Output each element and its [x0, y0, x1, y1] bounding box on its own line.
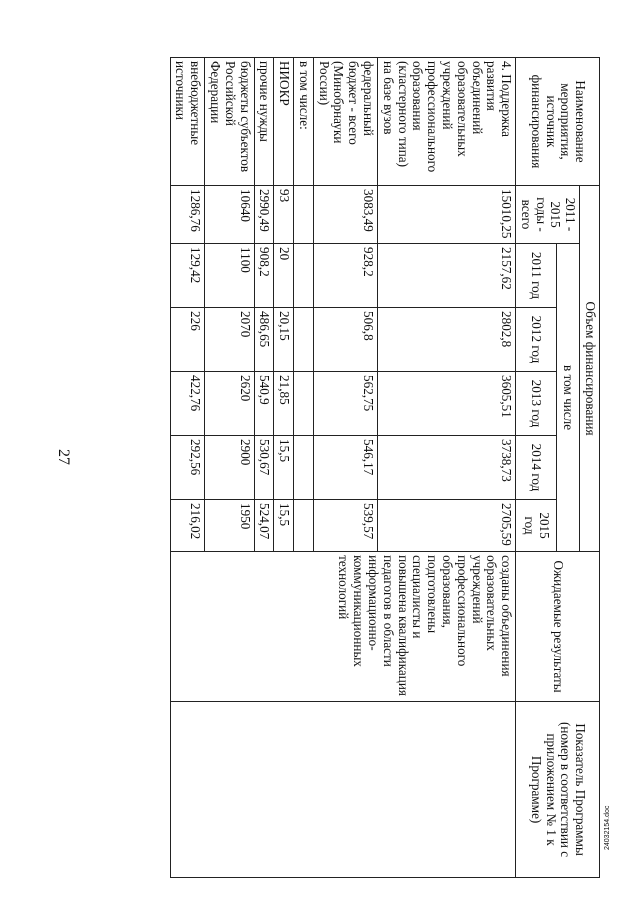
row-2011: 1100 [205, 244, 254, 308]
row-2013: 562,75 [313, 372, 377, 436]
header-name: Наименование мероприятия, источник финансирования [516, 58, 600, 186]
row-total: 10640 [205, 186, 254, 244]
row-name: прочие нужды [254, 58, 274, 186]
page-number: 27 [55, 449, 72, 465]
row-2015: 2705,59 [378, 500, 516, 552]
header-year-2012: 2012 год [516, 308, 557, 372]
header-year-2013: 2013 год [516, 372, 557, 436]
row-2014 [294, 436, 314, 500]
row-2015: 15,5 [274, 500, 294, 552]
row-2015: 524,07 [254, 500, 274, 552]
row-2014: 292,56 [170, 436, 205, 500]
row-2015: 216,02 [170, 500, 205, 552]
row-results: созданы объединения образовательных учреждений профессионального образования, подготовлены специалисты и повышена квалификация педагогов в области информационно-коммуникационных технологий [170, 552, 515, 702]
row-2011: 20 [274, 244, 294, 308]
row-2015: 1950 [205, 500, 254, 552]
row-2011: 2157,62 [378, 244, 516, 308]
header-indicator: Показатель Программы (номер в соответствии с приложением № 1 к Программе) [516, 702, 600, 878]
header-year-2014: 2014 год [516, 436, 557, 500]
row-name: внебюджетные источники [170, 58, 205, 186]
row-2013: 21,85 [274, 372, 294, 436]
funding-table [170, 57, 600, 878]
row-2013: 540,9 [254, 372, 274, 436]
header-year-2011: 2011 год [516, 244, 557, 308]
document-footer-code: 24032154.doc [604, 805, 611, 850]
row-2015 [294, 500, 314, 552]
row-2013: 2620 [205, 372, 254, 436]
header-total: 2011 - 2015 годы - всего [516, 186, 580, 244]
row-2015: 539,57 [313, 500, 377, 552]
row-total: 3083,49 [313, 186, 377, 244]
row-2013: 3605,51 [378, 372, 516, 436]
row-2014: 2900 [205, 436, 254, 500]
row-2014: 3738,73 [378, 436, 516, 500]
header-funding-volume: Объем финансирования [580, 186, 600, 552]
row-2013 [294, 372, 314, 436]
row-2014: 15,5 [274, 436, 294, 500]
row-2012: 486,65 [254, 308, 274, 372]
funding-table-wrapper [65, 57, 600, 877]
header-in-that-number: в том числе [556, 244, 579, 552]
row-2011: 928,2 [313, 244, 377, 308]
row-2013: 422,76 [170, 372, 205, 436]
header-expected-results: Ожидаемые результаты [516, 552, 600, 702]
header-row-1 [580, 58, 600, 878]
row-name: 4. Поддержка развития объединений образовательных учреждений профессионального образования (кластерного типа) на базе вузов [378, 58, 516, 186]
row-name: бюджеты субъектов Российской Федерации [205, 58, 254, 186]
row-name: федеральный бюджет - всего (Минобрнауки России) [313, 58, 377, 186]
header-year-2015: 2015 год [516, 500, 557, 552]
row-name: НИОКР [274, 58, 294, 186]
row-2014: 546,17 [313, 436, 377, 500]
rotated-page-area [65, 57, 600, 877]
row-2012: 506,8 [313, 308, 377, 372]
row-2012: 2802,8 [378, 308, 516, 372]
row-total: 1286,76 [170, 186, 205, 244]
row-2012: 2070 [205, 308, 254, 372]
row-total: 15010,25 [378, 186, 516, 244]
row-2011: 129,42 [170, 244, 205, 308]
row-indicator [170, 702, 515, 878]
row-2012: 226 [170, 308, 205, 372]
row-total: 2990,49 [254, 186, 274, 244]
table-row [378, 58, 516, 878]
row-2011 [294, 244, 314, 308]
row-2012 [294, 308, 314, 372]
row-total [294, 186, 314, 244]
row-2014: 530,67 [254, 436, 274, 500]
row-2012: 20,15 [274, 308, 294, 372]
row-total: 93 [274, 186, 294, 244]
row-2011: 908,2 [254, 244, 274, 308]
row-name: в том числе: [294, 58, 314, 186]
